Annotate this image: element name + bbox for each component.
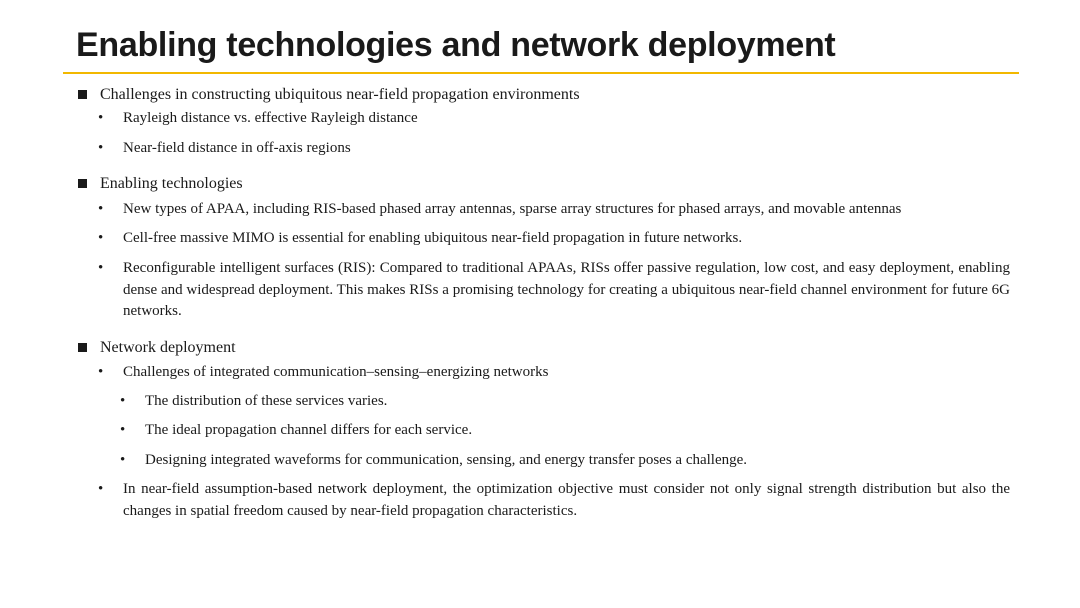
square-bullet-icon	[78, 90, 87, 99]
bullet-icon: •	[98, 364, 104, 380]
list-item	[98, 362, 549, 384]
bullet-icon: •	[98, 260, 104, 276]
list-item	[98, 479, 1010, 522]
section-heading-enabling	[100, 174, 243, 194]
bullet-icon: •	[98, 110, 104, 126]
list-item-text: In near-field assumption-based network deployment, the optimization objective must consider not only signal strength distribution but also the changes in spatial freedom caused by near-field propagation characteristics.	[123, 481, 1010, 519]
section-heading-text: Network deployment	[100, 339, 236, 356]
bullet-icon: •	[98, 481, 104, 497]
square-bullet-icon	[78, 179, 87, 188]
list-item-text: Cell-free massive MIMO is essential for enabling ubiquitous near-field propagation in future networks.	[123, 230, 743, 246]
list-item-text: Challenges of integrated communication–sensing–energizing networks	[123, 364, 549, 380]
bullet-icon: •	[120, 452, 126, 468]
list-item-text: Rayleigh distance vs. effective Rayleigh distance	[123, 110, 418, 126]
bullet-icon: •	[98, 201, 104, 217]
sub-list-item	[120, 391, 388, 413]
list-item-text: Reconfigurable intelligent surfaces (RIS): Compared to traditional APAAs, RISs offer passive regulation, low cost, and easy deployment, enabling dense and widespread deployment. This makes RISs a promising technology for creating a ubiquitous near-field channel environment for future 6G networks.	[123, 260, 1010, 319]
section-heading-network	[100, 338, 236, 358]
square-bullet-icon	[78, 343, 87, 352]
list-item-text: Near-field distance in off-axis regions	[123, 140, 351, 156]
bullet-icon: •	[98, 230, 104, 246]
bullet-icon: •	[98, 140, 104, 156]
sub-list-item-text: The distribution of these services varies.	[145, 393, 388, 409]
list-item	[98, 138, 351, 160]
sub-list-item-text: Designing integrated waveforms for communication, sensing, and energy transfer poses a challenge.	[145, 452, 748, 468]
sub-list-item-text: The ideal propagation channel differs for each service.	[145, 422, 473, 438]
slide-title: Enabling technologies and network deployment	[76, 26, 836, 64]
list-item-text: New types of APAA, including RIS-based phased array antennas, sparse array structures for phased arrays, and movable antennas	[123, 201, 902, 217]
list-item	[98, 228, 743, 250]
section-heading-text: Challenges in constructing ubiquitous near-field propagation environments	[100, 86, 580, 103]
section-heading-challenges	[100, 85, 580, 105]
list-item	[98, 258, 1010, 323]
sub-list-item	[120, 450, 748, 472]
sub-list-item	[120, 420, 473, 442]
list-item	[98, 199, 902, 221]
bullet-icon: •	[120, 393, 126, 409]
bullet-icon: •	[120, 422, 126, 438]
section-heading-text: Enabling technologies	[100, 175, 243, 192]
list-item	[98, 108, 418, 130]
